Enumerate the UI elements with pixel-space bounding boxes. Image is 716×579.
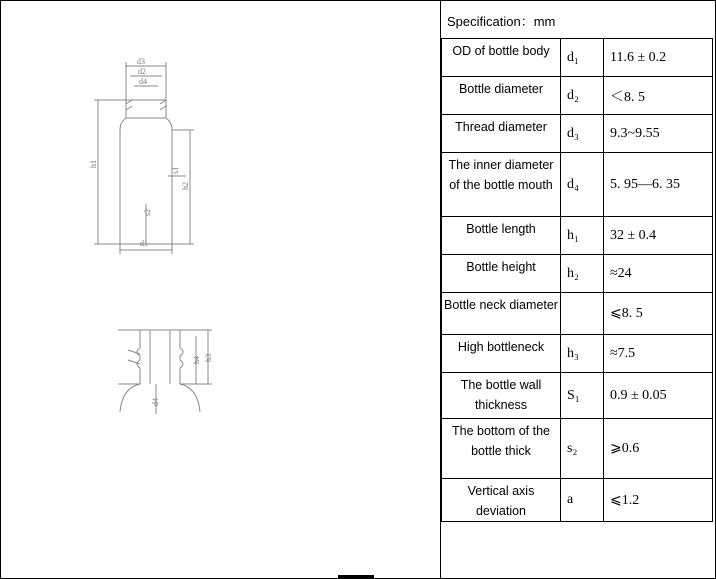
spec-name: Vertical axis deviation (442, 479, 561, 522)
label-d2: d2 (138, 67, 146, 76)
spec-title: Specification：mm (447, 14, 556, 29)
spec-name: The bottle wall thickness (442, 373, 561, 419)
spec-name: Bottle diameter (442, 77, 561, 115)
label-h1: h1 (89, 160, 98, 168)
label-s1: s1 (171, 166, 180, 174)
spec-name: Bottle height (442, 255, 561, 293)
spec-symbol: d₂ (561, 77, 604, 115)
spec-row (442, 373, 713, 419)
spec-value: 11.6 ± 0.2 (604, 39, 713, 77)
spec-name: OD of bottle body (442, 39, 561, 77)
label-h3: h3 (204, 354, 213, 362)
spec-value: ⩽1.2 (604, 479, 713, 522)
spec-name: High bottleneck (442, 335, 561, 373)
spec-symbol (561, 293, 604, 335)
spec-row (442, 39, 713, 77)
spec-row (442, 153, 713, 217)
label-d4: d4 (139, 77, 147, 86)
spec-row (442, 293, 713, 335)
spec-symbol: S₁ (561, 373, 604, 419)
spec-value: ＜8. 5 (604, 77, 713, 115)
spec-symbol: s₂ (561, 419, 604, 479)
spec-row (442, 255, 713, 293)
spec-symbol: d₄ (561, 153, 604, 217)
spec-symbol: h₂ (561, 255, 604, 293)
spec-name: Bottle neck diameter (442, 293, 561, 335)
label-d4-detail: d4 (151, 398, 160, 406)
label-s2: s2 (143, 208, 152, 216)
spec-name: The bottom of the bottle thick (442, 419, 561, 479)
spec-name: The inner diameter of the bottle mouth (442, 153, 561, 217)
spec-symbol: a (561, 479, 604, 522)
spec-row (442, 419, 713, 479)
spec-name: Bottle length (442, 217, 561, 255)
bottom-scroll-mark (338, 575, 374, 578)
spec-value: ⩾0.6 (604, 419, 713, 479)
spec-name: Thread diameter (442, 115, 561, 153)
spec-symbol: h₁ (561, 217, 604, 255)
label-d3: d3 (137, 57, 145, 66)
label-h2: h2 (181, 182, 190, 190)
spec-symbol: d₁ (561, 39, 604, 77)
spec-row (442, 335, 713, 373)
spec-value: ≈7.5 (604, 335, 713, 373)
spec-table (441, 38, 713, 522)
spec-row (442, 77, 713, 115)
spec-value: 0.9 ± 0.05 (604, 373, 713, 419)
spec-value: 5. 95—6. 35 (604, 153, 713, 217)
spec-row (442, 115, 713, 153)
spec-row (442, 217, 713, 255)
spec-row (442, 479, 713, 522)
spec-value: ⩽8. 5 (604, 293, 713, 335)
label-h4: h4 (192, 356, 201, 364)
spec-symbol: h₃ (561, 335, 604, 373)
spec-value: 9.3~9.55 (604, 115, 713, 153)
spec-value: 32 ± 0.4 (604, 217, 713, 255)
spec-value: ≈24 (604, 255, 713, 293)
spec-symbol: d₃ (561, 115, 604, 153)
label-d1: d1 (140, 239, 148, 248)
